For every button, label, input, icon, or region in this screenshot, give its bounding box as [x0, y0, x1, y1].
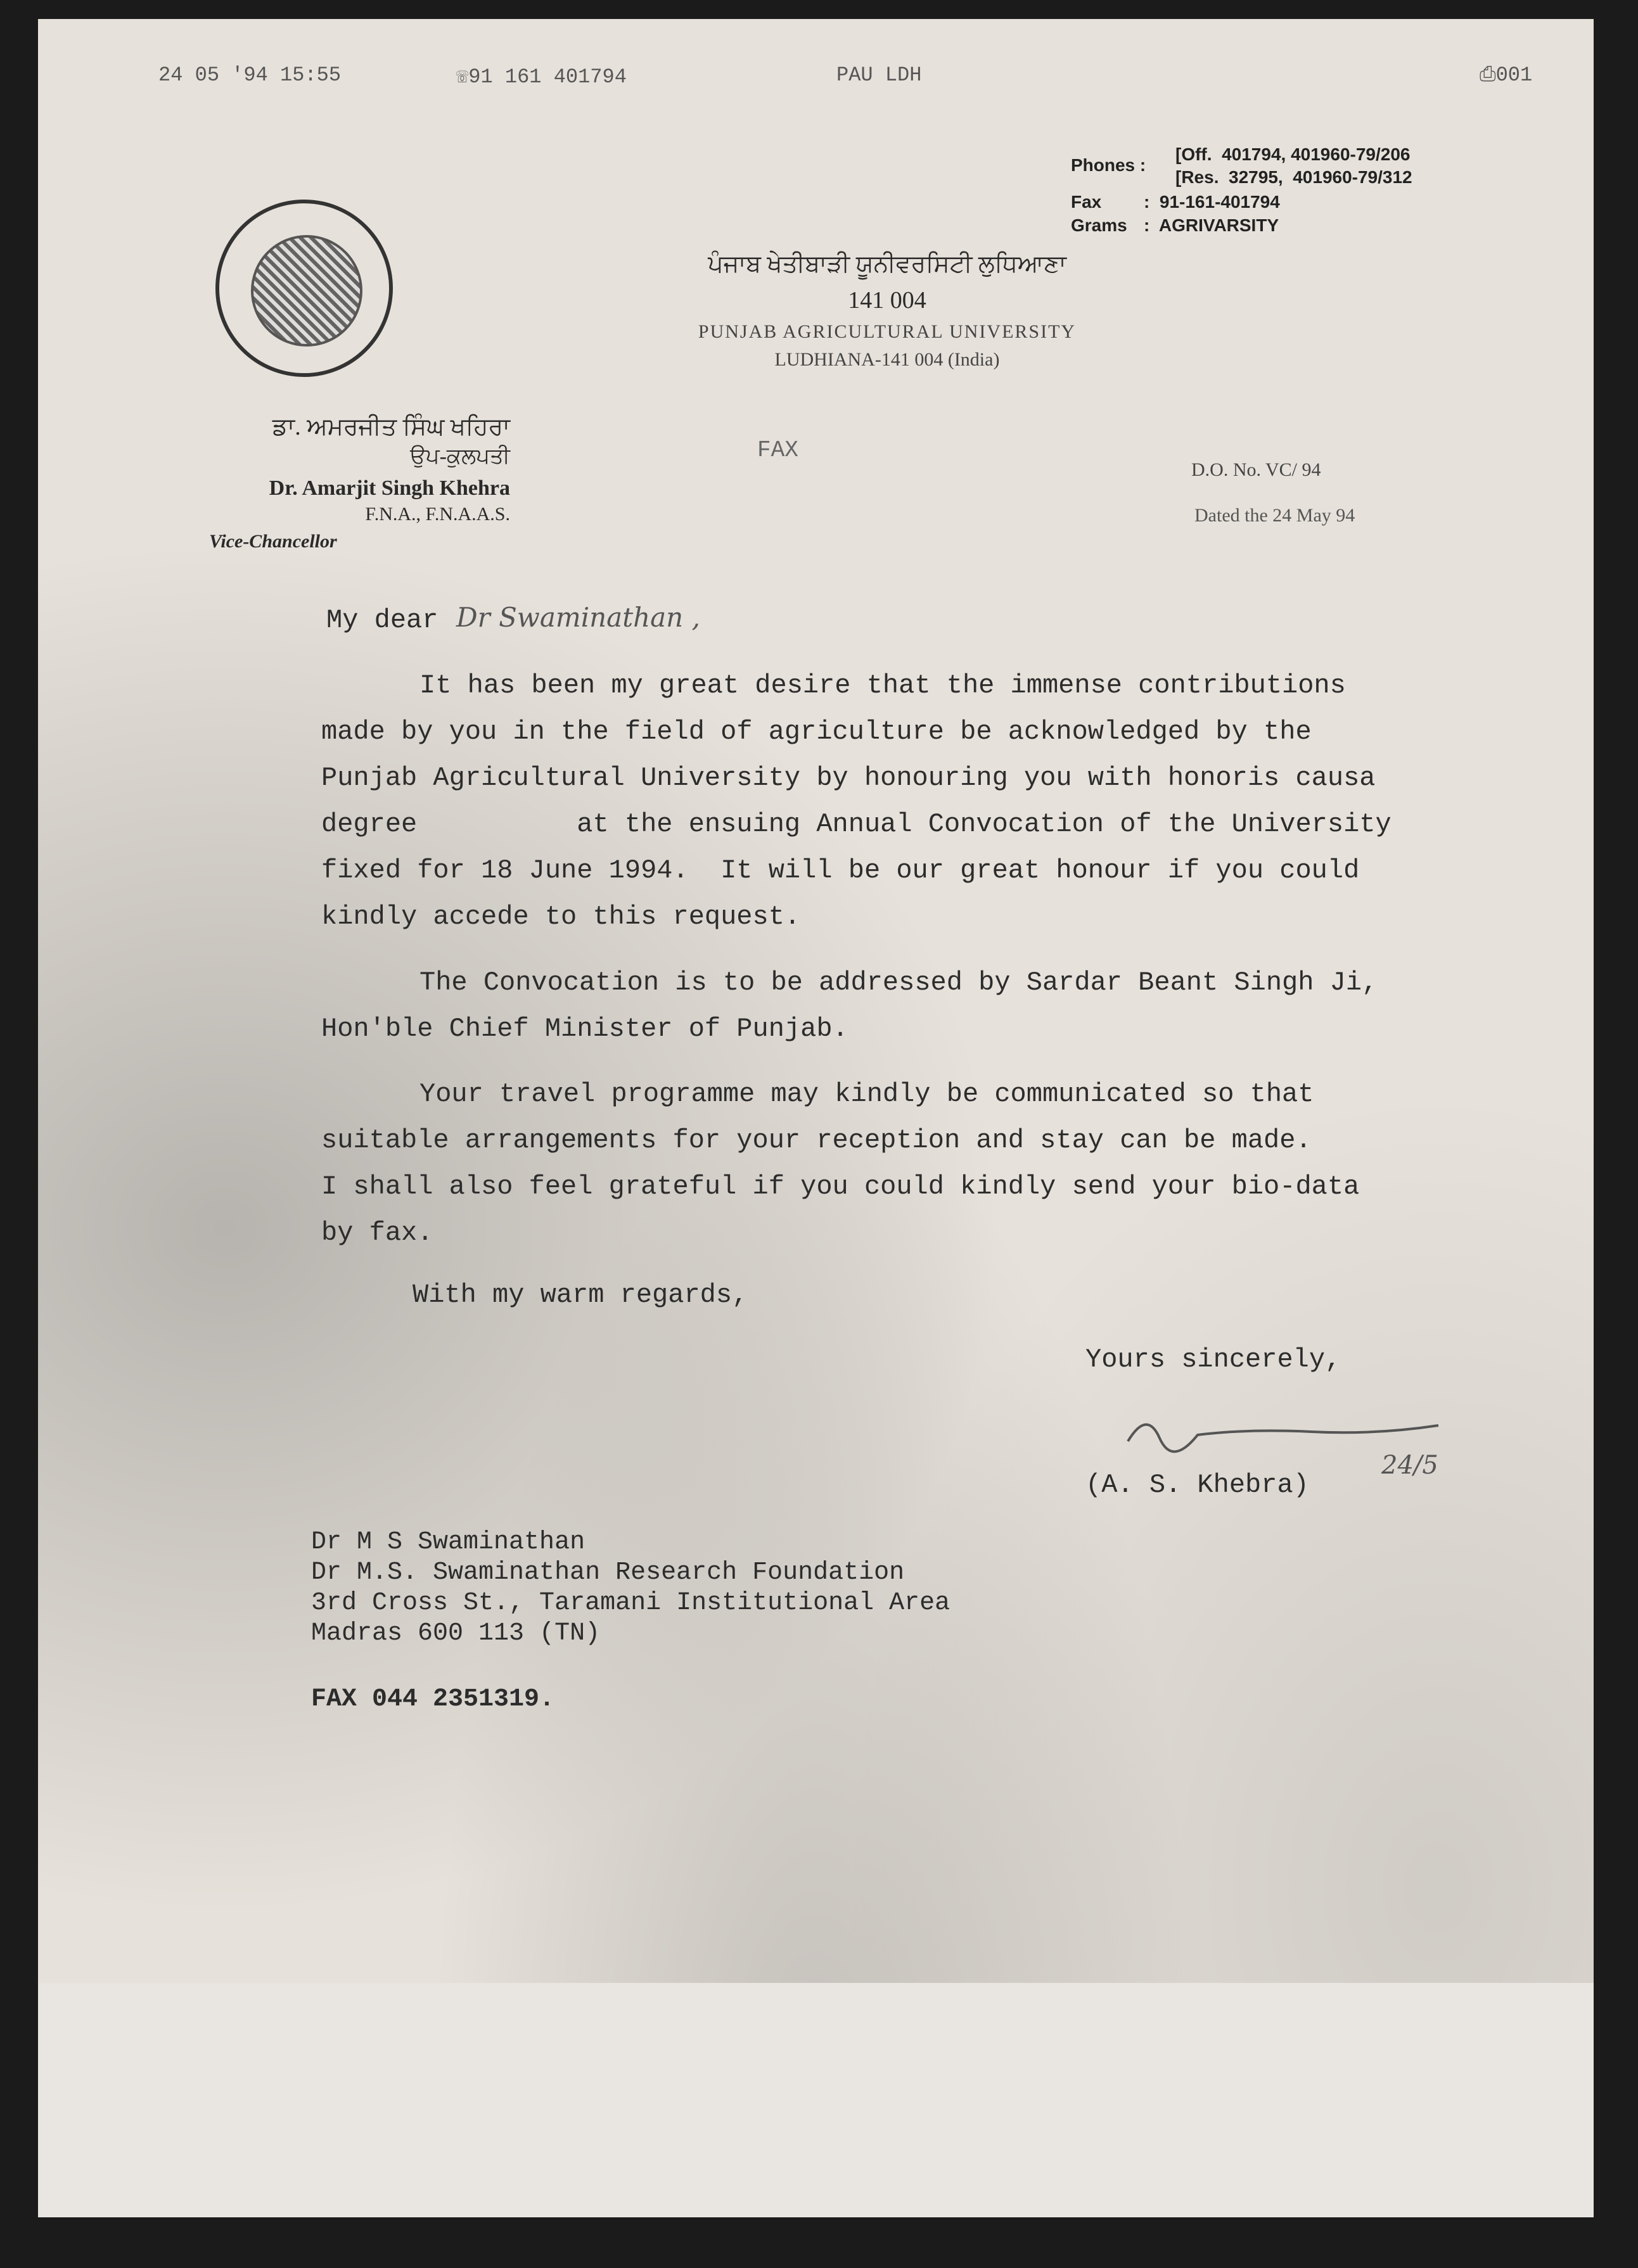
- signatory: (A. S. Khebra): [1085, 1470, 1309, 1500]
- sender-name: Dr. Amarjit Singh Khehra: [269, 476, 510, 500]
- reference-number: D.O. No. VC/ 94: [1191, 459, 1321, 480]
- body-line: Your travel programme may kindly be communicated so that: [419, 1079, 1314, 1109]
- university-city: LUDHIANA-141 004 (India): [774, 349, 1000, 370]
- university-name-gurmukhi: ਪੰਜਾਬ ਖੇਤੀਬਾੜੀ ਯੂਨੀਵਰਸਿਟੀ ਲੁਧਿਆਣਾ: [708, 251, 1066, 277]
- closing: Yours sincerely,: [1085, 1344, 1341, 1375]
- sender-title-gurmukhi: ਉਪ-ਕੁਲਪਤੀ: [410, 445, 510, 468]
- sender-honours: F.N.A., F.N.A.A.S.: [365, 504, 510, 525]
- recipient-line: Madras 600 113 (TN): [311, 1619, 601, 1648]
- phone-office: [Off. 401794, 401960-79/206: [1175, 144, 1411, 164]
- body-line: kindly accede to this request.: [321, 901, 801, 932]
- regards: With my warm regards,: [413, 1280, 748, 1310]
- body-line: made by you in the field of agriculture be acknowledged by the: [321, 717, 1312, 747]
- phone-residence: [Res. 32795, 401960-79/312: [1175, 167, 1412, 187]
- body-line: The Convocation is to be addressed by Sardar Beant Singh Ji,: [419, 967, 1378, 998]
- sign-date: 24/5: [1381, 1451, 1438, 1480]
- body-line: It has been my great desire that the immense contributions: [419, 670, 1346, 701]
- university-name: PUNJAB AGRICULTURAL UNIVERSITY: [698, 321, 1077, 342]
- sender-title: Vice-Chancellor: [209, 531, 337, 552]
- fax-heading: FAX: [757, 437, 798, 463]
- body-line: Punjab Agricultural University by honouring you with honoris causa: [321, 763, 1376, 793]
- recipient-line: 3rd Cross St., Taramani Institutional Area: [311, 1589, 950, 1617]
- university-seal: [215, 200, 393, 377]
- grams-value: : AGRIVARSITY: [1144, 215, 1279, 235]
- fax-datetime: 24 05 '94 15:55: [158, 63, 342, 87]
- recipient-line: Dr M S Swaminathan: [311, 1528, 585, 1557]
- fax-number: : 91-161-401794: [1144, 192, 1280, 212]
- body-line: I shall also feel grateful if you could kindly send your bio-data: [321, 1171, 1360, 1202]
- body-line: by fax.: [321, 1218, 433, 1248]
- body-line: Hon'ble Chief Minister of Punjab.: [321, 1014, 848, 1044]
- sender-name-gurmukhi: ਡਾ. ਅਮਰਜੀਤ ਸਿੰਘ ਖਹਿਰਾ: [272, 414, 510, 440]
- salutation: My dear: [326, 605, 438, 635]
- letter-date: Dated the 24 May 94: [1194, 505, 1355, 526]
- grams-label: Grams: [1071, 215, 1127, 235]
- body-line: degree at the ensuing Annual Convocation of the University: [321, 809, 1392, 839]
- page-bottom-margin: [38, 1983, 1594, 2217]
- phones-label: Phones :: [1071, 155, 1146, 175]
- fax-label: Fax: [1071, 192, 1102, 212]
- fax-page: ⎙001: [1480, 63, 1533, 87]
- university-pin: 141 004: [848, 287, 926, 314]
- fax-phone: ☏91 161 401794: [456, 65, 627, 89]
- body-line: fixed for 18 June 1994. It will be our great honour if you could: [321, 855, 1360, 886]
- body-line: suitable arrangements for your reception and stay can be made.: [321, 1125, 1312, 1156]
- salutation-name: Dr Swaminathan ,: [456, 602, 700, 633]
- recipient-fax: FAX 044 2351319.: [311, 1685, 555, 1714]
- recipient-line: Dr M.S. Swaminathan Research Foundation: [311, 1558, 905, 1587]
- fax-sender: PAU LDH: [836, 63, 922, 87]
